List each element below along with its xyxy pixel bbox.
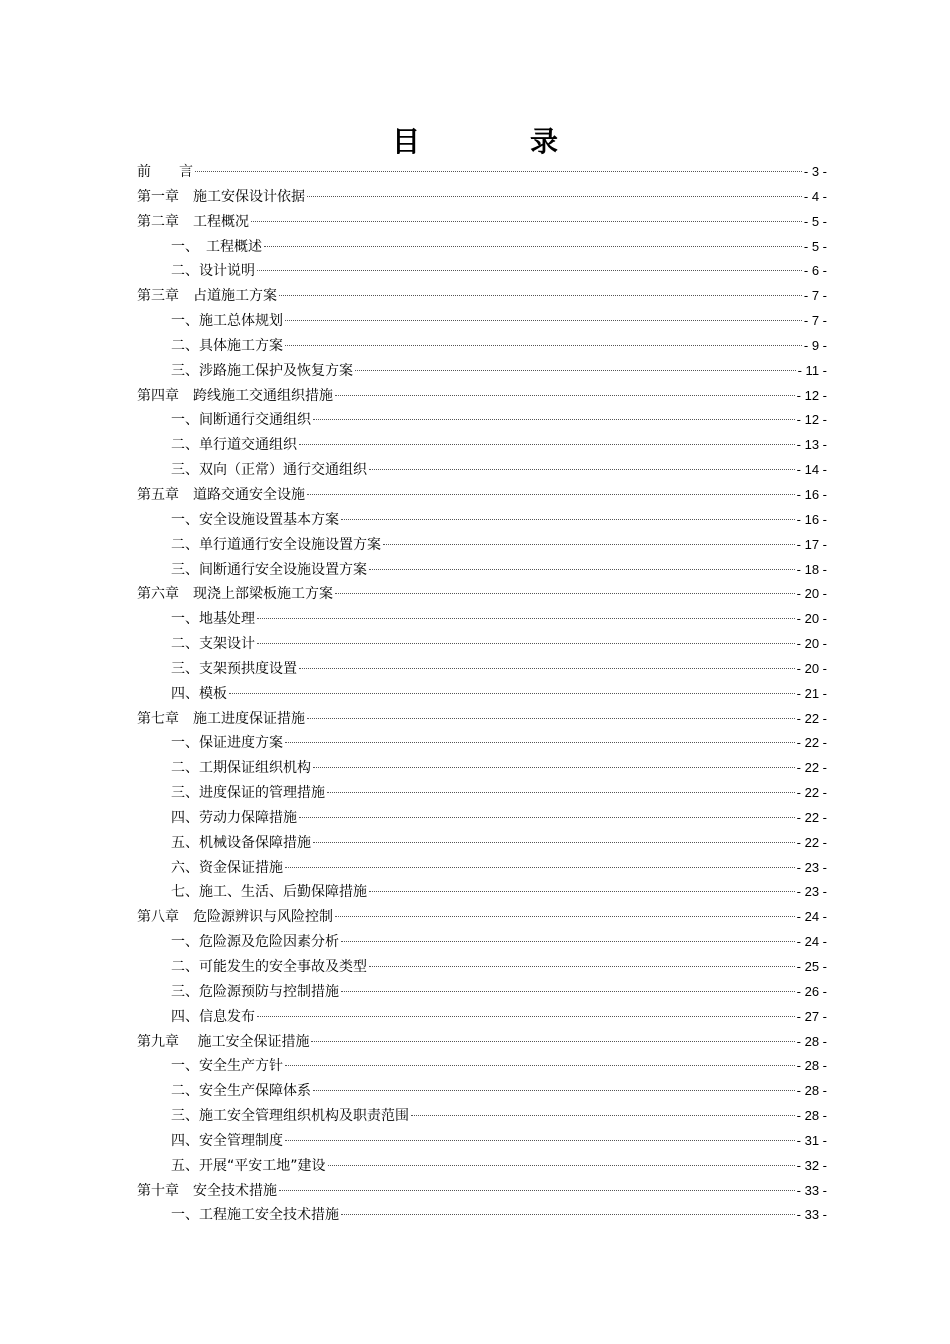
- toc-entry-label: 一、工程施工安全技术措施: [171, 1207, 339, 1224]
- toc-entry-label: 六、资金保证措施: [171, 859, 283, 876]
- toc-page-number: - 14 -: [796, 462, 827, 478]
- toc-page-number: - 22 -: [796, 760, 827, 776]
- toc-entry-label: 四、模板: [171, 685, 227, 702]
- toc-dot-leader: [369, 890, 795, 892]
- toc-dot-leader: [307, 717, 795, 719]
- toc-entry-label: 一、间断通行交通组织: [171, 412, 311, 429]
- toc-entry-label: 三、进度保证的管理措施: [171, 785, 325, 802]
- toc-section-entry[interactable]: [137, 632, 827, 657]
- toc-page-number: - 9 -: [803, 337, 827, 353]
- toc-entry-label: 五、开展“平安工地”建设: [171, 1157, 326, 1174]
- toc-title-char-2: 录: [530, 125, 559, 158]
- toc-section-entry[interactable]: [137, 533, 827, 558]
- toc-section-entry[interactable]: [137, 334, 827, 359]
- toc-dot-leader: [307, 493, 795, 495]
- toc-page-number: - 12 -: [796, 412, 827, 428]
- toc-chapter-entry[interactable]: [137, 707, 827, 732]
- toc-section-entry[interactable]: [137, 607, 827, 632]
- toc-page-number: - 5 -: [803, 213, 827, 229]
- toc-dot-leader: [313, 418, 795, 420]
- toc-page-number: - 12 -: [796, 387, 827, 403]
- toc-page-number: - 32 -: [796, 1157, 827, 1173]
- toc-section-entry[interactable]: [137, 259, 827, 284]
- toc-entry-label: 三、支架预拱度设置: [171, 660, 297, 677]
- toc-page-number: - 24 -: [796, 909, 827, 925]
- toc-page-number: - 20 -: [796, 611, 827, 627]
- toc-page-number: - 33 -: [796, 1207, 827, 1223]
- toc-page-number: - 5 -: [803, 238, 827, 254]
- toc-section-entry[interactable]: [137, 1079, 827, 1104]
- toc-page-number: - 16 -: [796, 486, 827, 502]
- toc-page-number: - 22 -: [796, 785, 827, 801]
- toc-entry-label: 二、支架设计: [171, 636, 255, 653]
- toc-page-number: - 13 -: [796, 437, 827, 453]
- toc-page-number: - 4 -: [803, 188, 827, 204]
- toc-entry-label: 第六章 现浇上部梁板施工方案: [137, 586, 333, 603]
- toc-section-entry[interactable]: [137, 1054, 827, 1079]
- toc-section-entry[interactable]: [137, 1005, 827, 1030]
- toc-section-entry[interactable]: [137, 433, 827, 458]
- toc-entry-label: 二、可能发生的安全事故及类型: [171, 959, 367, 975]
- toc-entry-label: 三、施工安全管理组织机构及职责范围: [171, 1108, 409, 1125]
- toc-chapter-entry[interactable]: [137, 210, 827, 235]
- toc-dot-leader: [299, 443, 795, 445]
- toc-entry-label: 一、施工总体规划: [171, 313, 283, 330]
- toc-page-number: - 25 -: [796, 959, 827, 974]
- toc-dot-leader: [257, 269, 802, 271]
- toc-section-entry[interactable]: [137, 1203, 827, 1228]
- toc-page-number: - 6 -: [803, 263, 827, 279]
- toc-entry-label: 一、危险源及危险因素分析: [171, 934, 339, 951]
- toc-page-number: - 27 -: [796, 1008, 827, 1024]
- table-of-contents: [137, 160, 827, 1228]
- toc-section-entry[interactable]: [137, 980, 827, 1005]
- toc-dot-leader: [251, 220, 802, 222]
- toc-section-entry[interactable]: [137, 508, 827, 533]
- toc-entry-label: 第五章 道路交通安全设施: [137, 486, 305, 503]
- toc-dot-leader: [285, 344, 802, 346]
- toc-section-entry[interactable]: [137, 657, 827, 682]
- toc-dot-leader: [341, 990, 795, 992]
- toc-section-entry[interactable]: [137, 880, 827, 905]
- toc-dot-leader: [383, 543, 795, 545]
- toc-entry-label: 二、单行道通行安全设施设置方案: [171, 536, 381, 553]
- toc-dot-leader: [335, 915, 795, 917]
- toc-page-number: - 17 -: [796, 536, 827, 552]
- toc-chapter-entry[interactable]: [137, 1179, 827, 1204]
- toc-section-entry[interactable]: [137, 806, 827, 831]
- toc-page-number: - 20 -: [796, 660, 827, 676]
- toc-page-number: - 22 -: [796, 710, 827, 726]
- toc-section-entry[interactable]: [137, 682, 827, 707]
- toc-dot-leader: [307, 195, 802, 197]
- toc-section-entry[interactable]: [137, 930, 827, 955]
- toc-page-number: - 7 -: [803, 313, 827, 329]
- toc-section-entry[interactable]: [137, 955, 827, 980]
- toc-dot-leader: [335, 592, 795, 594]
- toc-page-number: - 23 -: [796, 884, 827, 900]
- toc-entry-label: 二、工期保证组织机构: [171, 760, 311, 777]
- toc-page-number: - 20 -: [796, 636, 827, 652]
- toc-section-entry[interactable]: [137, 781, 827, 806]
- toc-page-number: - 33 -: [796, 1182, 827, 1198]
- toc-section-entry[interactable]: [137, 558, 827, 583]
- toc-dot-leader: [299, 816, 795, 818]
- toc-dot-leader: [195, 170, 802, 172]
- toc-entry-label: 二、安全生产保障体系: [171, 1083, 311, 1100]
- toc-dot-leader: [341, 940, 795, 942]
- toc-chapter-entry[interactable]: [137, 384, 827, 409]
- toc-section-entry[interactable]: [137, 1129, 827, 1154]
- toc-page-number: - 22 -: [796, 735, 827, 751]
- toc-dot-leader: [279, 294, 802, 296]
- toc-section-entry[interactable]: [137, 1104, 827, 1129]
- toc-dot-leader: [311, 1040, 794, 1042]
- toc-chapter-entry[interactable]: [137, 1030, 827, 1055]
- toc-chapter-entry[interactable]: [137, 284, 827, 309]
- toc-section-entry[interactable]: [137, 731, 827, 756]
- toc-dot-leader: [411, 1114, 795, 1116]
- toc-dot-leader: [355, 369, 796, 371]
- toc-entry-label: 前 言: [137, 164, 193, 180]
- toc-entry-label: 二、单行道交通组织: [171, 437, 297, 454]
- toc-title: [0, 120, 950, 164]
- toc-entry-label: 五、机械设备保障措施: [171, 834, 311, 851]
- toc-dot-leader: [341, 518, 795, 520]
- toc-page-number: - 28 -: [796, 1108, 827, 1124]
- toc-entry-label: 第三章 占道施工方案: [137, 288, 277, 305]
- toc-entry-label: 第四章 跨线施工交通组织措施: [137, 387, 333, 404]
- toc-entry-label: 四、信息发布: [171, 1008, 255, 1025]
- toc-page-number: - 22 -: [796, 834, 827, 850]
- toc-entry-label: 三、双向（正常）通行交通组织: [171, 462, 367, 479]
- toc-entry-label: 第二章 工程概况: [137, 213, 249, 230]
- toc-entry-label: 一、安全设施设置基本方案: [171, 511, 339, 528]
- toc-title-char-1: 目: [391, 125, 420, 158]
- toc-section-entry[interactable]: [137, 831, 827, 856]
- toc-dot-leader: [313, 1089, 795, 1091]
- toc-entry-label: 一、安全生产方针: [171, 1058, 283, 1075]
- toc-dot-leader: [285, 1064, 795, 1066]
- toc-dot-leader: [299, 667, 795, 669]
- toc-entry-label: 第七章 施工进度保证措施: [137, 710, 305, 727]
- toc-dot-leader: [335, 394, 795, 396]
- toc-page-number: - 31 -: [796, 1132, 827, 1148]
- toc-section-entry[interactable]: [137, 756, 827, 781]
- toc-entry-label: 四、安全管理制度: [171, 1132, 283, 1149]
- toc-page-number: - 16 -: [796, 511, 827, 527]
- toc-dot-leader: [328, 1164, 795, 1166]
- toc-page-number: - 21 -: [796, 685, 827, 701]
- toc-section-entry[interactable]: [137, 309, 827, 334]
- toc-entry-label: 四、劳动力保障措施: [171, 809, 297, 826]
- toc-dot-leader: [257, 617, 795, 619]
- toc-entry-label: 七、施工、生活、后勤保障措施: [171, 884, 367, 901]
- toc-entry-label: 三、间断通行安全设施设置方案: [171, 561, 367, 578]
- toc-page-number: - 11 -: [797, 362, 827, 378]
- toc-dot-leader: [264, 245, 802, 247]
- toc-entry-label: 一、 工程概述: [171, 238, 262, 255]
- toc-entry-label: 一、地基处理: [171, 611, 255, 628]
- toc-dot-leader: [369, 965, 795, 967]
- toc-dot-leader: [285, 319, 802, 321]
- toc-dot-leader: [229, 692, 795, 694]
- toc-entry-label: 第九章 施工安全保证措施: [137, 1033, 310, 1050]
- toc-entry-label: 第十章 安全技术措施: [137, 1182, 277, 1199]
- toc-page-number: - 3 -: [803, 164, 827, 179]
- toc-dot-leader: [341, 1213, 795, 1215]
- toc-page-number: - 7 -: [803, 288, 827, 304]
- toc-chapter-entry[interactable]: [137, 582, 827, 607]
- toc-dot-leader: [285, 1139, 795, 1141]
- toc-section-entry[interactable]: [137, 1154, 827, 1179]
- toc-entry-label: 一、保证进度方案: [171, 735, 283, 752]
- toc-chapter-entry[interactable]: [137, 483, 827, 508]
- toc-section-entry[interactable]: [137, 856, 827, 881]
- toc-dot-leader: [285, 866, 795, 868]
- toc-page-number: - 20 -: [796, 586, 827, 602]
- toc-dot-leader: [313, 766, 795, 768]
- toc-chapter-entry[interactable]: [137, 185, 827, 210]
- toc-dot-leader: [369, 568, 795, 570]
- toc-entry-label: 第八章 危险源辨识与风险控制: [137, 909, 333, 926]
- toc-section-entry[interactable]: [137, 408, 827, 433]
- toc-dot-leader: [369, 468, 795, 470]
- toc-dot-leader: [257, 642, 795, 644]
- toc-page-number: - 24 -: [796, 934, 827, 950]
- toc-section-entry[interactable]: [137, 458, 827, 483]
- toc-dot-leader: [327, 791, 795, 793]
- toc-dot-leader: [313, 841, 795, 843]
- toc-page-number: - 26 -: [796, 983, 827, 999]
- toc-dot-leader: [257, 1015, 795, 1017]
- toc-entry-label: 三、危险源预防与控制措施: [171, 983, 339, 1000]
- toc-page-number: - 18 -: [796, 561, 827, 577]
- toc-dot-leader: [285, 741, 795, 743]
- toc-entry-label: 第一章 施工安保设计依据: [137, 188, 305, 205]
- toc-page-number: - 28 -: [796, 1083, 827, 1099]
- toc-section-entry[interactable]: [137, 235, 827, 260]
- toc-entry-label: 二、设计说明: [171, 263, 255, 280]
- toc-entry-label: 二、具体施工方案: [171, 337, 283, 354]
- toc-chapter-entry[interactable]: [137, 160, 827, 185]
- toc-page-number: - 23 -: [796, 859, 827, 875]
- toc-page-number: - 22 -: [796, 809, 827, 825]
- toc-page-number: - 28 -: [796, 1058, 827, 1074]
- toc-page-number: - 28 -: [796, 1033, 827, 1049]
- toc-section-entry[interactable]: [137, 359, 827, 384]
- toc-dot-leader: [279, 1189, 795, 1191]
- toc-chapter-entry[interactable]: [137, 905, 827, 930]
- toc-entry-label: 三、涉路施工保护及恢复方案: [171, 362, 353, 379]
